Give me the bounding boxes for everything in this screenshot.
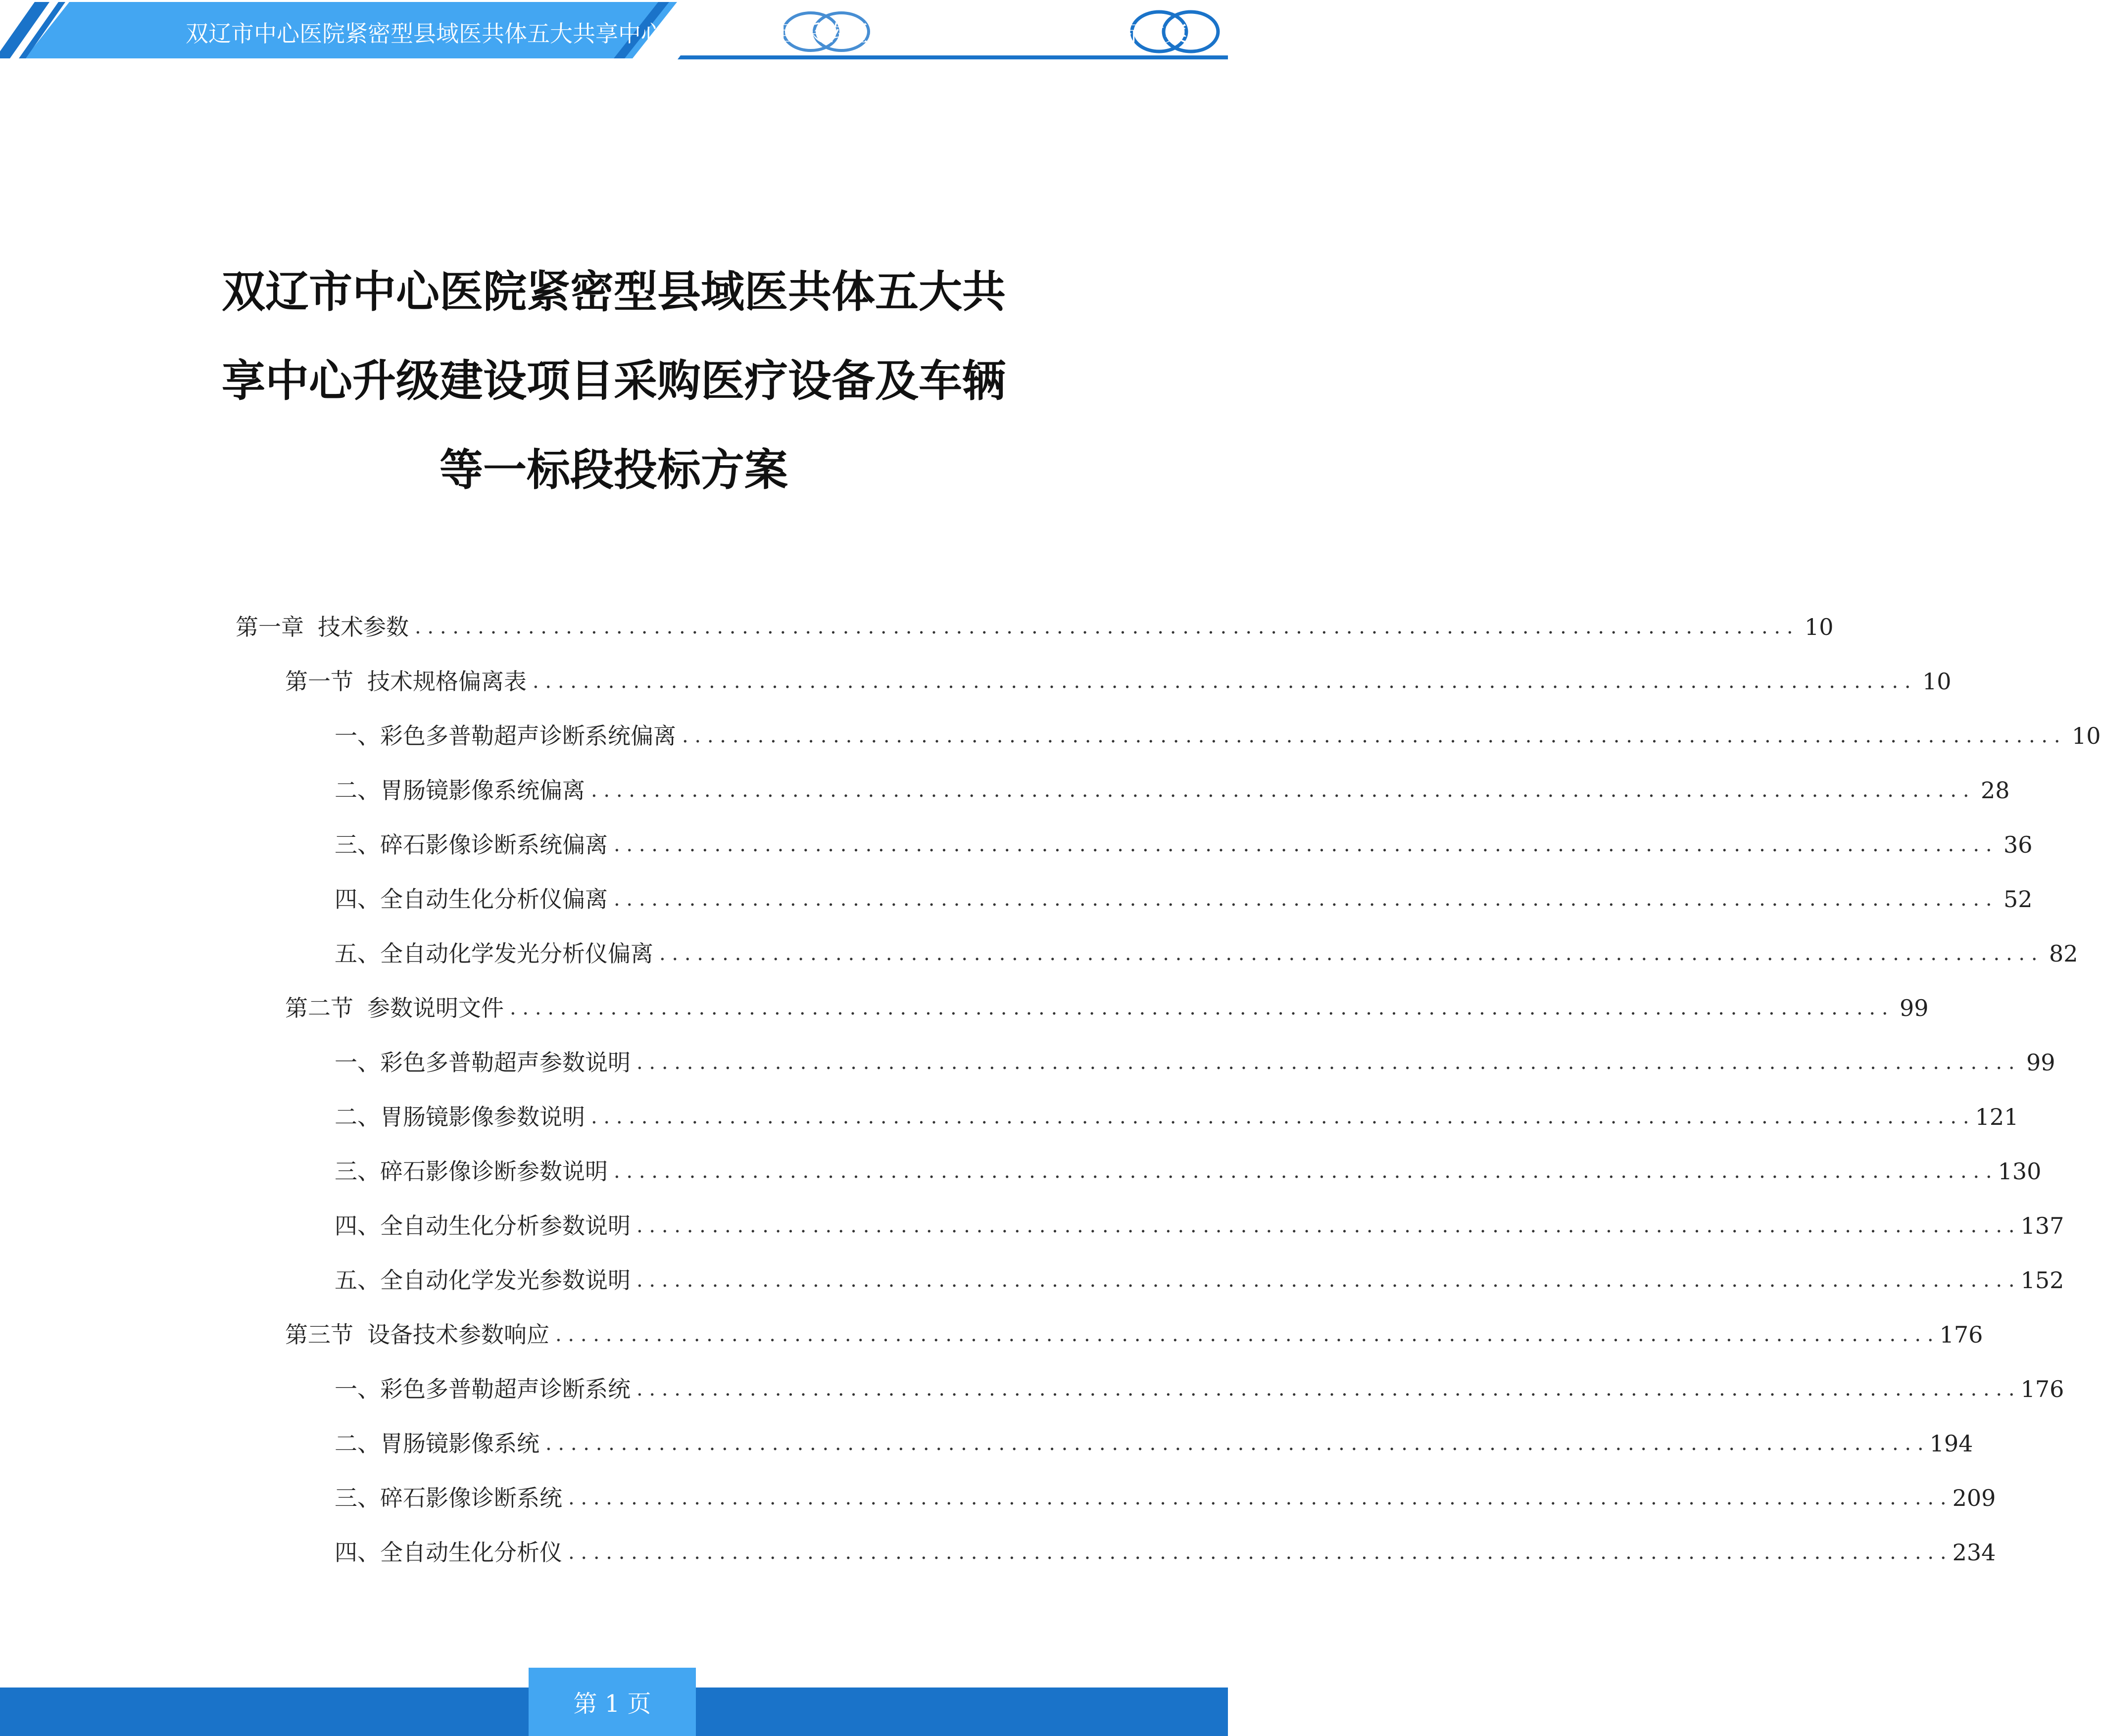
toc-label: 胃肠镜影像参数说明 <box>380 1104 585 1130</box>
toc-page: 130 <box>1998 1158 2042 1185</box>
toc-label: 设备技术参数响应 <box>367 1321 549 1348</box>
toc-label: 全自动生化分析仪 <box>380 1539 562 1566</box>
toc-label: 全自动生化分析仪偏离 <box>380 886 608 913</box>
toc-label: 彩色多普勒超声参数说明 <box>380 1049 631 1076</box>
toc-page: 121 <box>1975 1104 2019 1130</box>
toc-label: 碎石影像诊断系统偏离 <box>380 831 608 858</box>
toc-number: 一、 <box>335 723 380 749</box>
toc-page: 10 <box>1805 614 1834 640</box>
title-line-2: 享中心升级建设项目采购医疗设备及车辆 <box>221 355 1006 406</box>
toc-leader <box>636 1208 2015 1243</box>
toc-leader <box>533 664 1911 699</box>
header-title: 双辽市中心医院紧密型县域医共体五大共享中心升级建设项目采购医疗设备及车辆等一标段投标方案 <box>186 20 1187 47</box>
toc-number: 四、 <box>335 1212 380 1239</box>
toc-leader <box>415 610 1793 644</box>
toc-label: 技术参数 <box>318 614 409 640</box>
toc-leader <box>614 827 1992 862</box>
toc-entry[interactable] <box>335 1154 2042 1189</box>
toc-label: 全自动化学发光分析仪偏离 <box>380 940 653 967</box>
toc-entry-section-1[interactable] <box>285 664 1952 699</box>
toc-entry-chapter-1[interactable] <box>236 610 1834 644</box>
toc-leader <box>591 773 1969 808</box>
toc-page: 194 <box>1929 1430 1973 1457</box>
toc-entry[interactable] <box>335 773 2010 808</box>
toc-number: 二、 <box>335 1430 380 1457</box>
toc-label: 碎石影像诊断参数说明 <box>380 1158 608 1185</box>
toc-page: 152 <box>2020 1267 2064 1294</box>
toc-label: 碎石影像诊断系统 <box>380 1485 562 1511</box>
toc-leader <box>510 991 1888 1025</box>
toc-leader <box>659 936 2038 971</box>
toc-page: 234 <box>1952 1539 1996 1566</box>
toc-page: 28 <box>1981 777 2010 804</box>
toc-entry[interactable] <box>335 1100 2019 1134</box>
document-title <box>148 247 1079 515</box>
toc-leader <box>636 1263 2015 1298</box>
toc-entry[interactable] <box>335 1045 2055 1080</box>
title-line-3: 等一标段投标方案 <box>439 444 788 495</box>
toc-leader <box>568 1481 1947 1515</box>
toc-number: 五、 <box>335 940 380 967</box>
toc-leader <box>614 882 1992 916</box>
toc-number: 第三节 <box>285 1321 353 1348</box>
toc-entry[interactable] <box>335 1426 1973 1461</box>
page-header <box>0 0 1228 64</box>
toc-entry[interactable] <box>335 1263 2064 1298</box>
toc-number: 四、 <box>335 1539 380 1566</box>
toc-page: 10 <box>1922 668 1952 695</box>
toc-label: 技术规格偏离表 <box>367 668 527 695</box>
toc-entry[interactable] <box>335 936 2078 971</box>
toc-entry[interactable] <box>335 1208 2064 1243</box>
toc-page: 52 <box>2003 886 2033 913</box>
toc-leader <box>545 1426 1924 1461</box>
toc-page: 10 <box>2072 723 2101 749</box>
toc-page: 99 <box>1900 995 1929 1021</box>
toc-entry-section-3[interactable] <box>285 1317 1983 1352</box>
toc-number: 三、 <box>335 1485 380 1511</box>
toc-page: 209 <box>1952 1485 1996 1511</box>
page-number: 第 1 页 <box>573 1690 651 1718</box>
toc-page: 99 <box>2026 1049 2055 1076</box>
toc-number: 二、 <box>335 1104 380 1130</box>
toc-label: 彩色多普勒超声诊断系统 <box>380 1376 631 1402</box>
toc-leader <box>591 1100 1969 1134</box>
title-line-1: 双辽市中心医院紧密型县域医共体五大共 <box>221 266 1006 317</box>
toc-number: 二、 <box>335 777 380 804</box>
toc-number: 第一章 <box>236 614 304 640</box>
toc-page: 176 <box>2020 1376 2064 1402</box>
toc-label: 胃肠镜影像系统 <box>380 1430 539 1457</box>
toc-leader <box>614 1154 1992 1189</box>
toc-number: 三、 <box>335 831 380 858</box>
toc-leader <box>682 719 2060 753</box>
toc-label: 彩色多普勒超声诊断系统偏离 <box>380 723 676 749</box>
toc-number: 三、 <box>335 1158 380 1185</box>
toc-number: 第一节 <box>285 668 353 695</box>
toc-label: 参数说明文件 <box>367 995 504 1021</box>
toc-entry[interactable] <box>335 827 2033 862</box>
toc-entry[interactable] <box>335 1372 2064 1406</box>
toc-label: 全自动化学发光参数说明 <box>380 1267 631 1294</box>
toc-label: 全自动生化分析参数说明 <box>380 1212 631 1239</box>
toc-number: 五、 <box>335 1267 380 1294</box>
toc-number: 四、 <box>335 886 380 913</box>
toc-entry[interactable] <box>335 1481 1996 1515</box>
toc-entry[interactable] <box>335 882 2033 916</box>
toc-leader <box>568 1535 1947 1570</box>
toc-entry[interactable] <box>335 719 2101 753</box>
toc-leader <box>636 1372 2015 1406</box>
toc-page: 36 <box>2003 831 2033 858</box>
toc-number: 第二节 <box>285 995 353 1021</box>
toc-number: 一、 <box>335 1376 380 1402</box>
toc-leader <box>555 1317 1934 1352</box>
toc-page: 82 <box>2049 940 2078 967</box>
toc-number: 一、 <box>335 1049 380 1076</box>
toc-page: 137 <box>2020 1212 2064 1239</box>
toc-label: 胃肠镜影像系统偏离 <box>380 777 585 804</box>
toc-page: 176 <box>1939 1321 1983 1348</box>
toc-entry[interactable] <box>335 1535 1996 1570</box>
toc-leader <box>636 1045 2015 1080</box>
toc-entry-section-2[interactable] <box>285 991 1929 1025</box>
